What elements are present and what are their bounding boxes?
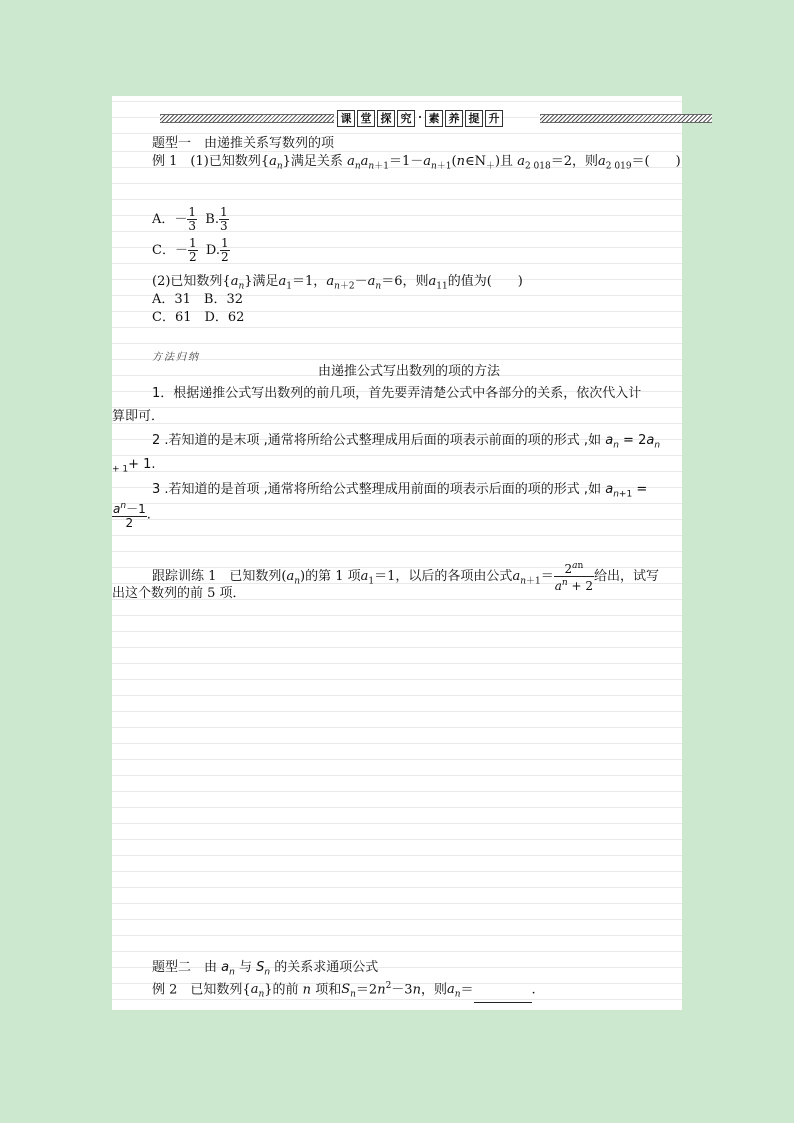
method-label: 方法归纳	[152, 352, 200, 363]
banner-char: 探	[377, 110, 395, 127]
banner-char: 养	[445, 110, 463, 127]
banner-char: 课	[337, 110, 355, 127]
example1-part2: (2)已知数列$\{a_n\}$满足$a_1=1$，$a_{n+2}-a_n=6$，则$a_{11}$的值为( )	[152, 274, 523, 292]
section1-title: 题型一 由递推关系写数列的项	[152, 136, 335, 151]
banner-char: 究	[397, 110, 415, 127]
method-item3-line1: 3 .若知道的是首项 ,通常将所给公式整理成用前面的项表示后面的项的形式 ,如 $a_{n+1}$ =	[152, 482, 648, 500]
method-item1-line1: 1．根据递推公式写出数列的前几项，首先要弄清楚公式中各部分的关系，依次代入计	[152, 386, 642, 401]
banner-char: 升	[485, 110, 503, 127]
example1-part2-options-ab: A．31 B．32	[152, 292, 244, 307]
banner-hatch-right	[540, 114, 712, 123]
banner-char: 堂	[357, 110, 375, 127]
method-item2-line1: 2 .若知道的是末项 ,通常将所给公式整理成用后面的项表示前面的项的形式 ,如 $a_n = 2a_n$	[152, 433, 661, 451]
section-banner	[160, 110, 662, 124]
banner-hatch-left	[160, 114, 334, 123]
method-item1-line2: 算即可．	[112, 409, 165, 424]
method-item3-fraction: $\frac{a^n-1}{2}$ .	[113, 501, 151, 530]
banner-char: 提	[465, 110, 483, 127]
method-title: 由递推公式写出数列的项的方法	[318, 364, 501, 379]
banner-sep: ·	[418, 111, 422, 124]
training1-line2: 出这个数列的前 5 项．	[112, 586, 246, 601]
banner-label	[337, 110, 503, 125]
example1-part2-options-cd: C．61 D．62	[152, 310, 245, 325]
example1-options-cd: C．－ $\frac{1}{2}$ D. $\frac{1}{2}$	[152, 236, 229, 264]
answer-blank[interactable]	[474, 990, 532, 1003]
method-item2-line2: $_{+ 1}$+ 1.	[112, 457, 156, 475]
example1-options-ab: A．－ $\frac{1}{3}$ B. $\frac{1}{3}$	[152, 205, 228, 233]
training1-line1: 跟踪训练 1 已知数列$(a_n)$的第 1 项$a_1=1$，以后的各项由公式$a_{n+1}=$ $\frac{2^{an}}{a^n + 2}$ 给出，试写	[152, 561, 660, 593]
example1-part1: 例 1 (1)已知数列$\{a_n\}$满足关系 $a_na_{n+1}=1-a_{n+1}(n\in N_+)$且 $a_{2 018}=2$，则$a_{2 019}=$( )	[152, 154, 681, 172]
worksheet-page	[112, 96, 682, 1010]
example2: 例 2 已知数列$\{a_n\}$的前 n 项和$S_n=2n^2-3n$，则$a_n=$ .	[152, 978, 536, 1003]
section2-title: 题型二 由 $a_n$ 与 $S_n$ 的关系求通项公式	[152, 960, 379, 978]
banner-char: 素	[425, 110, 443, 127]
